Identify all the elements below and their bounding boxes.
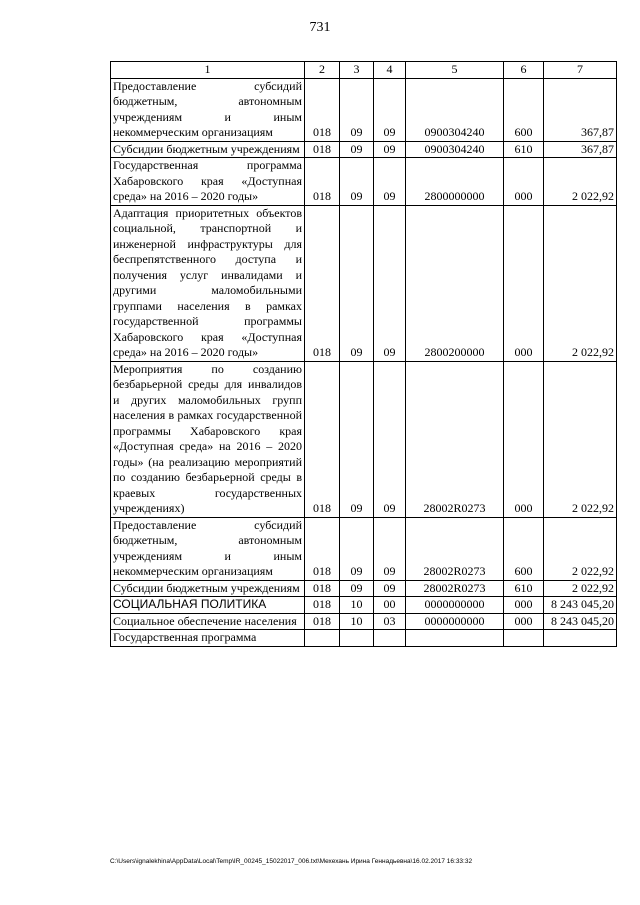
row-amount: 2 022,92 [544,580,617,597]
row-amount: 367,87 [544,141,617,158]
table-row [111,630,617,647]
row-amount: 2 022,92 [544,517,617,580]
row-target-article: 28002R0273 [406,361,504,517]
row-section [340,630,374,647]
row-subsection: 09 [374,158,406,206]
row-section: 10 [340,597,374,614]
row-amount: 367,87 [544,78,617,141]
row-target-article [406,630,504,647]
row-name: Мероприятия по созданию безбарьерной среды для инвалидов и других маломобильных групп населения в рамках государственной программы Хабаровского края «Доступная среда» на 2016 – 2020 годы» (на реализацию мероприятий по созданию безбарьерной среды в краевых государственных учреждениях) [111,361,305,517]
row-name: Предоставление субсидий бюджетным, автономным учреждениям и иным некоммерческим организациям [111,517,305,580]
row-target-article: 2800000000 [406,158,504,206]
row-expense-type: 000 [504,158,544,206]
row-ministry-code: 018 [305,361,340,517]
row-section: 09 [340,78,374,141]
row-amount: 8 243 045,20 [544,613,617,630]
row-expense-type: 600 [504,517,544,580]
table-row [111,205,617,361]
header-col-5: 5 [406,62,504,79]
row-subsection: 03 [374,613,406,630]
row-expense-type: 000 [504,205,544,361]
row-target-article: 28002R0273 [406,517,504,580]
row-target-article: 2800200000 [406,205,504,361]
table-row [111,613,617,630]
header-col-6: 6 [504,62,544,79]
row-ministry-code: 018 [305,205,340,361]
row-ministry-code: 018 [305,580,340,597]
row-subsection [374,630,406,647]
row-target-article: 28002R0273 [406,580,504,597]
row-name: Адаптация приоритетных объектов социальной, транспортной и инженерной инфраструктуры для беспрепятственного доступа и получения услуг инвалидами и другими маломобильными группами населения в рамках государственной программы Хабаровского края «Доступная среда» на 2016 – 2020 годы» [111,205,305,361]
row-section: 09 [340,580,374,597]
row-expense-type: 000 [504,613,544,630]
row-expense-type: 000 [504,597,544,614]
row-ministry-code: 018 [305,517,340,580]
table-row [111,597,617,614]
header-row [111,62,617,79]
row-section: 09 [340,517,374,580]
table-row [111,158,617,206]
table-row [111,78,617,141]
row-target-article: 0900304240 [406,78,504,141]
table-row [111,580,617,597]
row-name: Социальное обеспечение населения [111,613,305,630]
row-amount: 8 243 045,20 [544,597,617,614]
row-expense-type: 610 [504,580,544,597]
row-target-article: 0000000000 [406,597,504,614]
row-section: 09 [340,361,374,517]
row-section: 09 [340,205,374,361]
row-name: Государственная программа [111,630,305,647]
row-ministry-code [305,630,340,647]
row-target-article: 0000000000 [406,613,504,630]
row-ministry-code: 018 [305,597,340,614]
row-name: СОЦИАЛЬНАЯ ПОЛИТИКА [111,597,305,614]
row-section: 10 [340,613,374,630]
row-subsection: 09 [374,517,406,580]
header-col-1: 1 [111,62,305,79]
row-amount [544,630,617,647]
header-col-4: 4 [374,62,406,79]
row-amount: 2 022,92 [544,158,617,206]
row-expense-type: 600 [504,78,544,141]
row-subsection: 09 [374,78,406,141]
row-section: 09 [340,158,374,206]
table-row [111,361,617,517]
budget-table [110,61,617,647]
page-number: 731 [309,20,331,35]
row-amount: 2 022,92 [544,205,617,361]
row-name: Субсидии бюджетным учреждениям [111,141,305,158]
row-subsection: 09 [374,580,406,597]
row-subsection: 09 [374,205,406,361]
row-name: Государственная программа Хабаровского края «Доступная среда» на 2016 – 2020 годы» [111,158,305,206]
row-ministry-code: 018 [305,141,340,158]
row-subsection: 09 [374,141,406,158]
table-row [111,517,617,580]
header-col-7: 7 [544,62,617,79]
row-ministry-code: 018 [305,78,340,141]
row-name: Предоставление субсидий бюджетным, автономным учреждениям и иным некоммерческим организациям [111,78,305,141]
row-amount: 2 022,92 [544,361,617,517]
header-col-3: 3 [340,62,374,79]
row-subsection: 09 [374,361,406,517]
table-row [111,141,617,158]
footer-file-path: C:\Users\ignalekhina\AppData\Local\Temp\IR_00245_15022017_006.txt\Мехехань Ирина Геннадьевна\16.02.2017 16:33:32 [110,858,473,865]
row-name: Субсидии бюджетным учреждениям [111,580,305,597]
row-ministry-code: 018 [305,158,340,206]
row-section: 09 [340,141,374,158]
row-expense-type [504,630,544,647]
header-col-2: 2 [305,62,340,79]
row-expense-type: 610 [504,141,544,158]
row-expense-type: 000 [504,361,544,517]
row-target-article: 0900304240 [406,141,504,158]
row-ministry-code: 018 [305,613,340,630]
row-subsection: 00 [374,597,406,614]
